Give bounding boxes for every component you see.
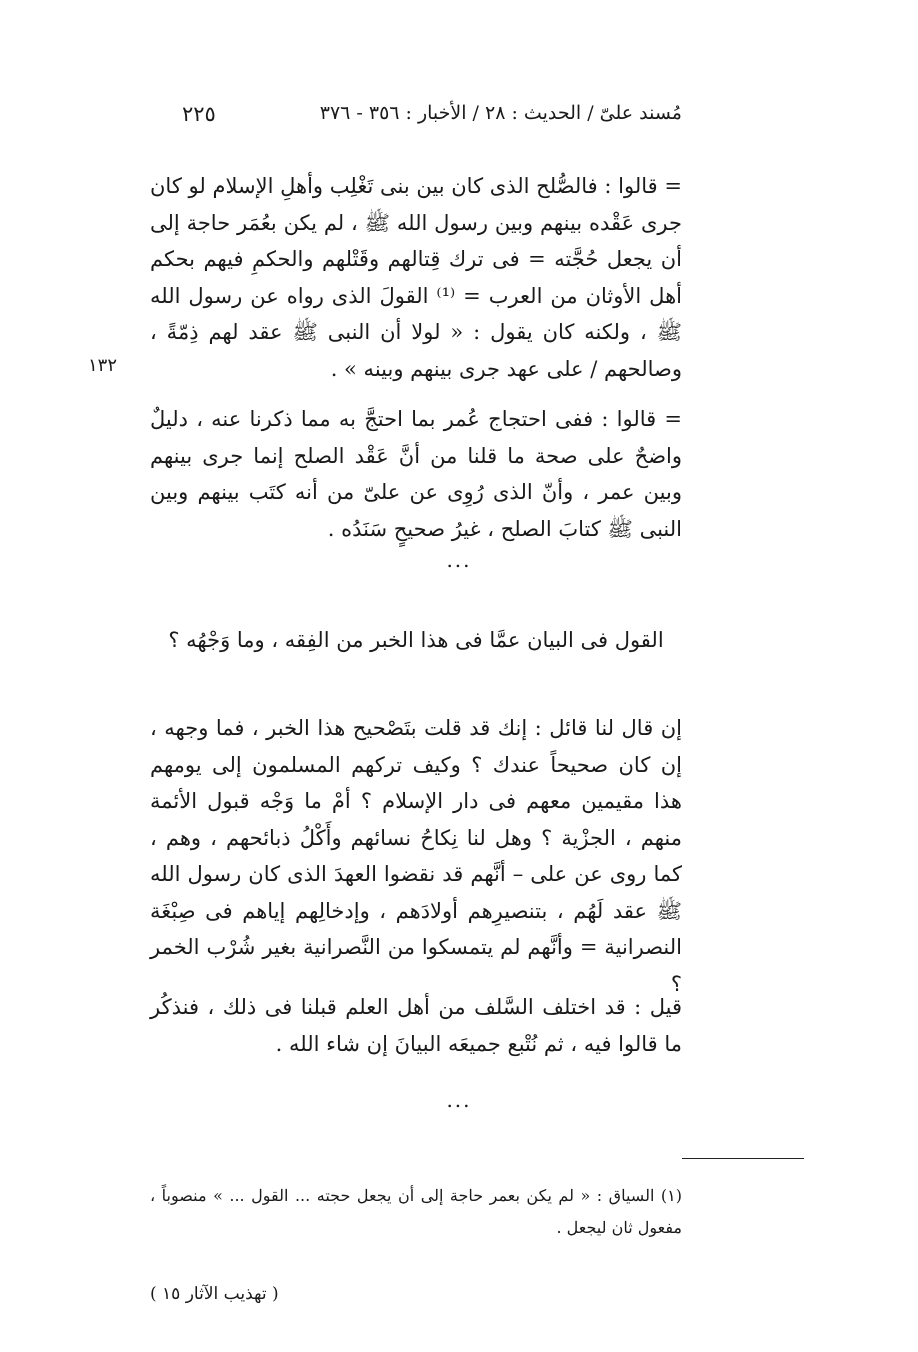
page-number: ٢٢٥ [182,102,216,126]
header-title: مُسند علىّ / الحديث : ٢٨ / الأخبار : ٣٥٦ - ٣٧٦ [319,102,682,124]
footnote: (١) السياق : « لم يكن بعمر حاجة إلى أن يجعل حجته ... القول ... » منصوباً ، مفعول ثان ليجعل . [150,1186,682,1237]
signature-mark: ( تهذيب الآثار ١٥ ) [150,1284,279,1304]
running-header [150,102,682,132]
section-separator-end: ... [446,1088,472,1112]
section-separator: ... [446,548,472,572]
footnote-rule [682,1158,804,1159]
margin-reference-number: ١٣٢ [88,355,118,376]
paragraph-1: = قالوا : فالصُّلح الذى كان بين بنى تَغْلِب وأهلِ الإسلام لو كان جرى عَقْده بينهم وبين رسول الله ﷺ ، لم يكن بعُمَر حاجة إلى أن يجعل حُجَّته = فى ترك قِتالهم وقَتْلهم والحكمِ فيهم بحكم أهل الأوثان من العرب = ⁽¹⁾ القولَ الذى رواه عن رسول الله ﷺ ، ولكنه كان يقول : « لولا أن النبى ﷺ عقد لهم ذِمّةً ، وصالحهم / على عهد جرى بينهم وبينه » . [150,174,682,381]
paragraph-3: إن قال لنا قائل : إنك قد قلت بتَصْحيح هذا الخبر ، فما وجهه ، إن كان صحيحاً عندك ؟ وكيف تركهم المسلمون إلى يومهم هذا مقيمين معهم فى دار الإسلام ؟ أمْ ما وَجْه قبول الأئمة منهم ، الجزْية ؟ وهل لنا نِكاحُ نسائهم وأَكْلُ ذبائحهم ، وهم ، كما روى عن على – أنَّهم قد نقضوا العهدَ الذى كان رسول الله ﷺ عقد لَهُم ، بتنصيرِهم أولادَهم ، وإدخالِهم إياهم فى صِبْغَة النصرانية = وأنَّهم لم يتمسكوا من النَّصرانية بغير شُرْب الخمر ؟ [150,716,682,996]
paragraph-2: = قالوا : ففى احتجاج عُمر بما احتجَّ به مما ذكرنا عنه ، دليلٌ واضحٌ على صحة ما قلنا من أنَّ عَقْد الصلح إنما جرى بينهم وبين عمر ، وأنّ الذى رُوِى عن علىّ من أنه كتَب بينهم وبين النبى ﷺ كتابَ الصلح ، غيرُ صحيحٍ سَنَدُه . [150,407,682,541]
paragraph-4: قيل : قد اختلف السَّلف من أهل العلم قبلنا فى ذلك ، فنذكُر ما قالوا فيه ، ثم نُتْبع جميعَه البيانَ إن شاء الله . [150,995,682,1056]
section-heading: القول فى البيان عمَّا فى هذا الخبر من الفِقه ، وما وَجْهُه ؟ [168,628,664,652]
